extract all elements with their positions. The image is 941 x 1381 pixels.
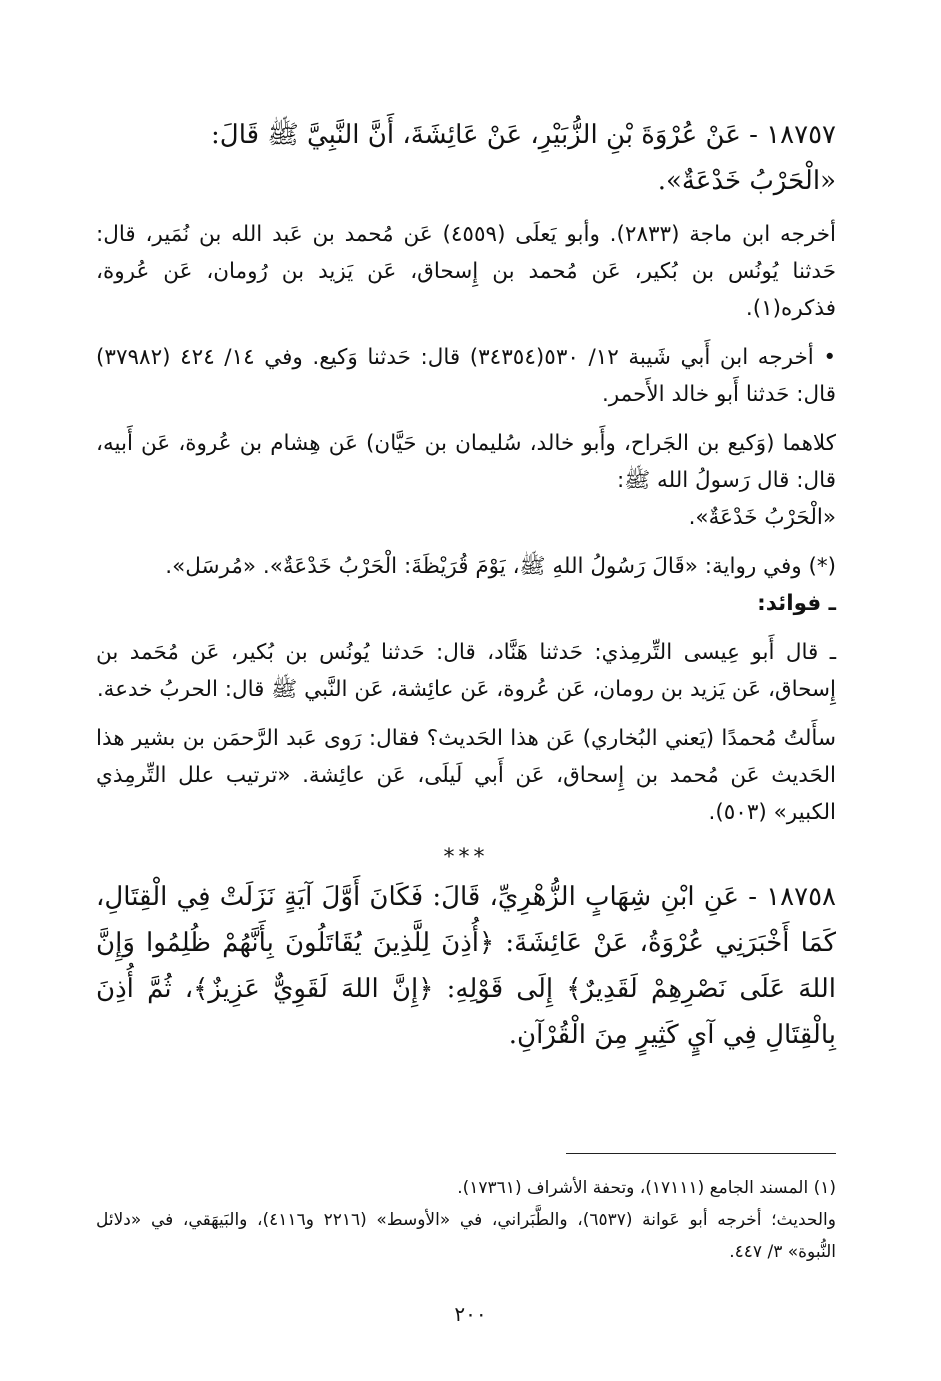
footnote-rule — [566, 1153, 836, 1154]
riwaya-note: (*) وفي رواية: «قَالَ رَسُولُ اللهِ ﷺ، يَوْمَ قُرَيْظَةَ: الْحَرْبُ خَدْعَةٌ». «مُرسَل». — [165, 554, 836, 579]
hadith-18757-line-1: ١٨٧٥٧ - عَنْ عُرْوَةَ بْنِ الزُّبَيْرِ، عَنْ عَائِشَةَ، أَنَّ النَّبِيَّ ﷺ قَالَ: — [211, 120, 836, 150]
takhrij-paragraph-1: أخرجه ابن ماجة (٢٨٣٣). وأبو يَعلَى (٤٥٥٩) عَن مُحمد بن عَبد الله بن نُمَير، قال: حَدثنا يُونُس بن بُكير، عَن مُحمد بن إِسحاق، عَن يَزيد بن رُومان، عَن عُروة، فذكره(١). — [96, 222, 836, 321]
fawaid-paragraph-2: سأَلتُ مُحمدًا (يَعني البُخاري) عَن هذا الحَديث؟ فقال: رَوى عَبد الرَّحمَن بن بشير هذا الحَديث عَن مُحمد بن إِسحاق، عَن أَبي لَيلَى، عَن عائِشة. «ترتيب علل التِّرمِذي الكبير» (٥٠٣). — [96, 726, 836, 825]
footnote-2: والحديث؛ أخرجه أبو عَوانة (٦٥٣٧)، والطَّبَراني، في «الأوسط» (٢٢١٦ و٤١١٦)، والبَيهَقي، في «دلائل النُّبوة» ٣/ ٤٤٧. — [96, 1210, 836, 1262]
hadith-18758: ١٨٧٥٨ - عَنِ ابْنِ شِهَابٍ الزُّهْرِيِّ، قَالَ: فَكَانَ أَوَّلَ آيَةٍ نَزَلَتْ فِي الْقِتَالِ، كَمَا أَخْبَرَنِي عُرْوَةُ، عَنْ عَائِشَةَ: ﴿أُذِنَ لِلَّذِينَ يُقَاتَلُونَ بِأَنَّهُمْ ظُلِمُوا وَإِنَّ اللهَ عَلَى نَصْرِهِمْ لَقَدِيرٌ﴾ إِلَى قَوْلِهِ: ﴿إِنَّ اللهَ لَقَوِيٌّ عَزِيزٌ﴾، ثُمَّ أُذِنَ بِالْقِتَالِ فِي آيٍ كَثِيرٍ مِنَ الْقُرْآنِ. — [96, 882, 836, 1050]
fawaid-heading: ـ فوائد: — [757, 591, 836, 616]
hadith-18757-line-2: «الْحَرْبُ خَدْعَةٌ». — [657, 166, 836, 196]
fawaid-paragraph-1: ـ قال أَبو عِيسى التِّرمِذي: حَدثنا هَنَّاد، قال: حَدثنا يُونُس بن بُكير، عَن مُحَمد بن إِسحاق، عَن يَزيد بن رومان، عَن عُروة، عَن عائِشة، عَن النَّبي ﷺ قال: الحربُ خدعة. — [96, 640, 836, 702]
page-number: ٢٠٠ — [454, 1302, 487, 1326]
footnotes — [96, 1172, 836, 1268]
footnote-1: (١) المسند الجامع (١٧١١١)، وتحفة الأشراف (١٧٣٦١). — [457, 1178, 836, 1198]
takhrij-paragraph-2: • أخرجه ابن أَبي شَيبة ١٢/ ٥٣٠(٣٤٣٥٤) قال: حَدثنا وَكيع. وفي ١٤/ ٤٢٤ (٣٧٩٨٢) قال: حَدثنا أَبو خالد الأَحمر. — [96, 345, 836, 407]
takhrij-paragraph-3: كلاهما (وَكيع بن الجَراح، وأَبو خالد، سُليمان بن حَيَّان) عَن هِشام بن عُروة، عَن أَبيه، قال: قال رَسولُ الله ﷺ: — [96, 431, 836, 493]
section-separator: *** — [443, 845, 489, 870]
takhrij-quote: «الْحَرْبُ خَدْعَةٌ». — [688, 505, 836, 530]
page-body — [96, 112, 836, 1058]
